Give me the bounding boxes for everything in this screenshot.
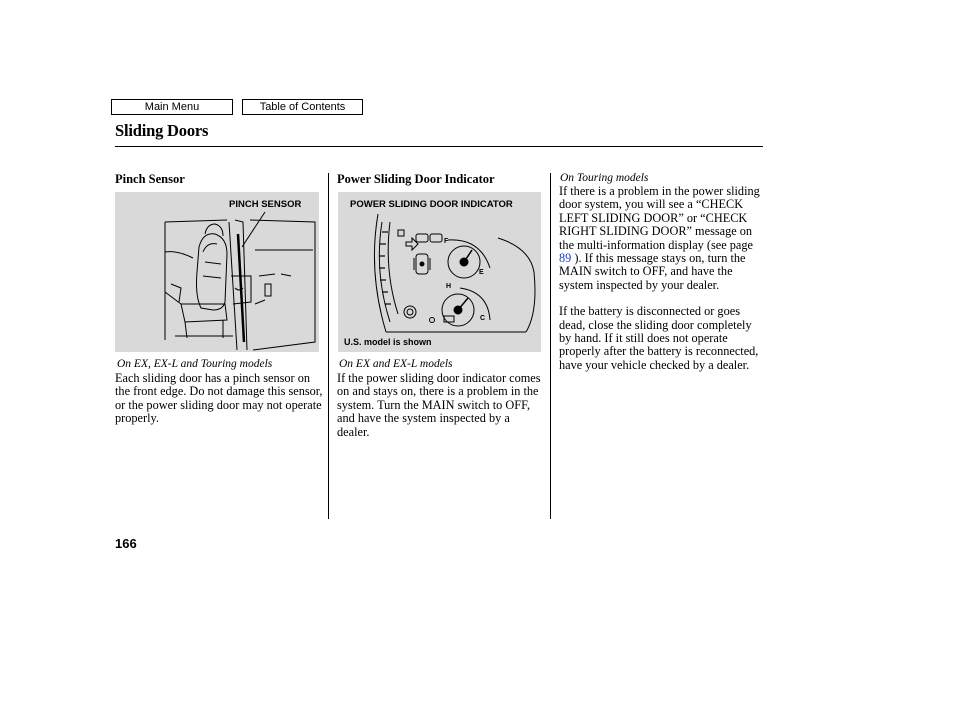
pinch-sensor-heading: Pinch Sensor (115, 172, 185, 186)
power-door-indicator-heading: Power Sliding Door Indicator (337, 172, 495, 186)
column-divider (550, 173, 551, 519)
para1-text-end: ). If this message stays on, turn the MAIN switch to OFF, and have the system inspected by your dealer. (559, 251, 746, 292)
pinch-sensor-figure (115, 192, 319, 352)
van-seat-illustration (115, 192, 319, 352)
model-note: On Touring models (560, 172, 649, 184)
page-number: 166 (115, 536, 137, 551)
pinch-sensor-body: Each sliding door has a pinch sensor on the front edge. Do not damage this sensor, or the power sliding door may not operate properly. (115, 371, 323, 426)
table-of-contents-button[interactable]: Table of Contents (242, 99, 363, 115)
indicator-body: If the power sliding door indicator comes on and stays on, there is a problem in the system. Turn the MAIN switch to OFF, and have the system inspected by a dealer. (337, 371, 541, 439)
indicator-figure-caption: U.S. model is shown (344, 337, 432, 347)
touring-message-body (559, 185, 765, 372)
pinch-sensor-figure-label: PINCH SENSOR (229, 199, 302, 210)
touring-paragraph-2: If the battery is disconnected or goes dead, close the sliding door completely by hand. If it still does not operate properly after the battery is reconnected, have your vehicle checked by a dealer. (559, 304, 759, 372)
indicator-figure (338, 192, 541, 352)
page-title: Sliding Doors (115, 121, 209, 140)
temp-hot-mark: H (446, 283, 452, 290)
fuel-full-mark: F (444, 238, 449, 245)
instrument-cluster-illustration (338, 192, 541, 352)
fuel-empty-mark: E (479, 269, 484, 276)
main-menu-button[interactable]: Main Menu (111, 99, 233, 115)
model-note: On EX, EX-L and Touring models (117, 358, 273, 370)
temp-cold-mark: C (480, 315, 486, 322)
touring-paragraph-1 (559, 185, 765, 292)
title-divider (115, 146, 763, 147)
para1-text: If there is a problem in the power sliding door system, you will see a “CHECK LEFT SLIDING DOOR” or “CHECK RIGHT SLIDING DOOR” message on the multi-information display (see page (559, 184, 760, 252)
indicator-figure-label: POWER SLIDING DOOR INDICATOR (350, 199, 513, 210)
column-divider (328, 173, 329, 519)
page-89-link[interactable]: 89 (559, 251, 572, 266)
model-note: On EX and EX-L models (339, 358, 453, 370)
